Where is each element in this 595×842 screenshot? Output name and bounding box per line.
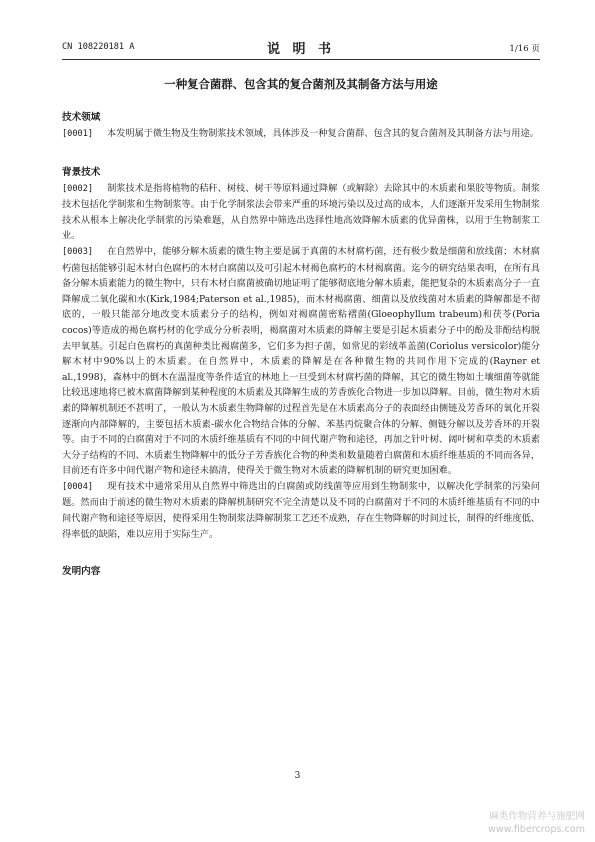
paragraph-0001 (62, 126, 540, 143)
paragraph-number: [0001] (62, 129, 94, 139)
document-type: 说 明 书 (266, 42, 336, 57)
page-number: 3 (294, 771, 301, 781)
paragraph-0004 (62, 479, 540, 542)
document-title: 一种复合菌群、包含其的复合菌剂及其制备方法与用途 (164, 77, 438, 91)
paragraph-number: [0003] (62, 246, 94, 257)
paragraph-text: 现有技术中通常采用从自然界中筛选出的白腐菌或防线菌等应用到生物制浆中，以解决化学制浆的污染问题。然而由于前述的微生物对木质素的降解机制研究不完全清楚以及不同的白腐菌对于不同的木质纤维基质有不同的中间代谢产物和途径等原因，使得采用生物制浆法降解制浆工艺还不成熟，存在生物降解的时间过长，制得的纤维度低、得率低的缺陷，难以应用于实际生产。 (62, 480, 540, 540)
paragraph-number: [0002] (62, 183, 94, 194)
paragraph-text: 在自然界中，能够分解木质素的微生物主要是属于真菌的木材腐朽菌，还有极少数是细菌和放线菌；木材腐朽菌包括能够引起木材白色腐朽的木材白腐菌以及可引起木材褐色腐朽的木材褐腐菌。迄今的研究结果表明，在所有具备分解木质素能力的微生物中，只有木材白腐菌被确切地证明了能够彻底地分解木质素，能把复杂的木质素高分子一直降解成二氧化碳和水(Kirk,1984;Paterson et al.,1985)，而木材褐腐菌、细菌以及放线菌对木质素的降解都是不彻底的，一般只能部分地改变木质素分子的结构，例如对褐腐菌密粘褶菌(Gloeophyllum trabeum)和茯苓(Poria cocos)等造成的褐色腐朽材的化学成分分析表明，褐腐菌对木质素的降解主要是引起木质素分子中的酚及非酚结构脱去甲氧基。引起白色腐朽的真菌种类比褐腐菌多，它们多为担子菌，如常见的彩绒革盖菌(Coriolus versicolor)能分解木材中90%以上的木质素。在自然界中，木质素的降解是在各种微生物的共同作用下完成的(Rayner et al.,1998)，森林中的倒木在温湿度等条件适宜的林地上一旦受到木材腐朽菌的降解，其它的微生物如土壤细菌等就能比较迅速地将已被木腐菌降解到某种程度的木质素及其降解生成的芳香族化合物进一步加以降解。目前，微生物对木质素的降解机制还不甚明了，一般认为木质素生物降解的过程首先是在木质素高分子的表面经由侧链及芳香环的氧化开裂逐渐向内部降解的，主要包括木质素-碳水化合物结合体的分解、苯基丙烷聚合体的分解、侧链分解以及芳香环的开裂等。由于不同的白腐菌对于不同的木质纤维基质有不同的中间代谢产物和途径，再加之针叶树、阔叶树和草类的木质素大分子结构的不同、木质素生物降解中的低分子芳香族化合物的种类和数量随着白腐菌和木质纤维基质的不同而各异，目前还有许多中间代谢产物和途径未搞清，使得关于微生物对木质素的降解机制的研究更加困难。 (62, 245, 540, 477)
paragraph-text: 制浆技术是指将植物的秸秆、树枝、树干等原料通过降解（或解除）去除其中的木质素和果胶等物质。制浆技术包括化学制浆和生物制浆等。由于化学制浆法会带来严重的环境污染以及过高的成本，人们逐渐开发采用生物制浆技术从根本上解决化学制浆的污染难题，从自然界中筛选出选择性地高效降解木质素的优异菌株，以用于生物制浆工业。 (62, 182, 540, 242)
paragraph-number: [0004] (62, 481, 94, 492)
header-rule (62, 59, 540, 60)
watermark-url: www.fibercrops.com (488, 824, 585, 835)
paragraph-text: 本发明属于微生物及生物制浆技术领域，具体涉及一种复合菌群、包含其的复合菌剂及其制备方法与用途。 (107, 128, 539, 139)
paragraph-0002 (62, 181, 540, 244)
publication-number: CN 108220181 A (62, 42, 135, 52)
section-heading-field: 技术领域 (62, 112, 101, 123)
page-header (62, 40, 540, 56)
watermark (488, 810, 585, 836)
document-body (62, 110, 540, 580)
paragraph-0003 (62, 244, 540, 479)
watermark-site-name: 麻类作物营养与施肥网 (489, 811, 585, 822)
section-heading-invention: 发明内容 (62, 566, 101, 578)
section-heading-background: 背景技术 (62, 166, 101, 178)
page-info: 1/16 页 (509, 44, 540, 54)
